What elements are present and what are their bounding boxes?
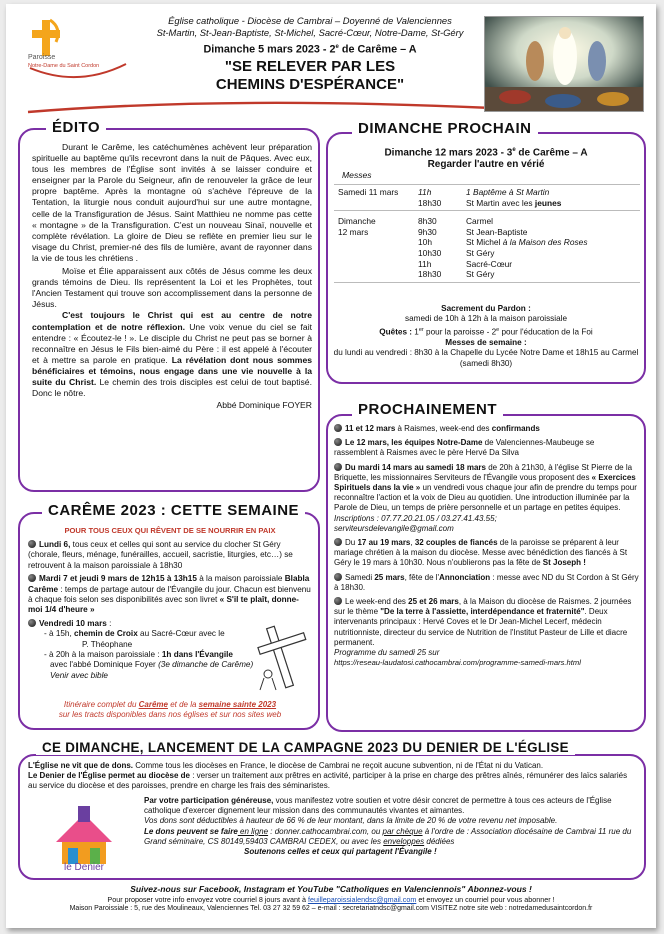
parish-logo xyxy=(28,18,128,84)
quetes-t1: 1 xyxy=(412,327,419,337)
denier-text-right xyxy=(144,796,638,857)
footer-line3: Maison Paroissiale : 5, rue des Moulineaux, Valenciennes Tel. 03 27 32 59 62 – e-mail : secretariatndsc@gmail.com VISITEZ notre site web : notredamedusaintcordon.fr xyxy=(69,905,593,912)
careme-item3-l2: P. Théophane xyxy=(82,639,133,649)
denier-l2: Le Denier de l'Église permet au diocèse de : verser un traitement aux prêtres en activité, participer à la prise en charge des prêtres aînés, rémunérer des laïcs salariés au service du diocèse et des paroisses, prendre en charge les frais des séminaristes. xyxy=(28,771,628,790)
messes-table xyxy=(334,184,640,283)
transfiguration-painting-icon xyxy=(485,17,644,112)
place: St Géry xyxy=(466,247,495,258)
careme-item3: Vendredi 10 mars : xyxy=(28,619,312,629)
bullet-icon xyxy=(334,438,342,446)
bullet-icon xyxy=(334,573,342,581)
dimanche-heading xyxy=(332,144,640,171)
quetes-line xyxy=(332,325,640,338)
bullet-icon xyxy=(28,619,36,627)
quetes-sup1: er xyxy=(418,326,424,333)
proch-url[interactable]: https://reseau-laudatosi.cathocambrai.com/programme-samedi-mars.html xyxy=(334,658,581,668)
cross-illustration-icon xyxy=(254,622,310,692)
messes-day: Dimanche 12 mars xyxy=(334,211,414,283)
time: 9h30 xyxy=(418,226,437,237)
careme-item2: Mardi 7 et jeudi 9 mars de 12h15 à 13h15 à la maison paroissiale Blabla Carême : temps de partage autour de l'Évangile du jour. Chacun est bienvenu à chaque fois selon ses disponibilités avec son livret « S'il te plaît, donne-moi 1/4 d'heure » xyxy=(28,574,311,615)
header-date-text: Dimanche 5 mars 2023 - 2 xyxy=(203,43,336,56)
edito-p3-bold2: La révélation dont nous sommes bénéficiaires et témoins, nous engage dans une vie nouvelle à la suite du Christ. xyxy=(32,354,313,387)
header-block xyxy=(130,15,490,94)
denier-l1: L'Église ne vit que de dons. Comme tous les diocèses en France, le diocèse de Cambrai ne reçoit aucune subvention, ni de l'État ni du Vatican. xyxy=(28,761,544,770)
careme-item1: Lundi 6, tous ceux et celles qui sont au service du clocher St Géry (chorale, fleurs, ménage, funérailles, accueil, sacristie, liturgies, etc…) se retrouvent à la maison paroissiale à 18h30 xyxy=(28,540,293,570)
header-date-sup: e xyxy=(335,44,339,50)
cross-logo-icon xyxy=(28,18,128,84)
careme-item3-l4: avec l'abbé Dominique Foyer (3e dimanche de Carême) xyxy=(50,660,254,670)
messes-times xyxy=(414,185,462,211)
bulletin-page xyxy=(6,4,656,928)
pardon-title: Sacrement du Pardon : xyxy=(441,304,531,313)
header-line1: Église catholique - Diocèse de Cambrai – Doyenné de Valenciennes xyxy=(168,15,452,26)
header-line2: St-Martin, St-Jean-Baptiste, St-Michel, Sacré-Cœur, Notre-Dame, St-Géry xyxy=(156,27,464,38)
dimanche-heading1-text: Dimanche 12 mars 2023 - 3 xyxy=(384,147,513,159)
header-date-end: de Carême – A xyxy=(338,43,417,56)
denier-text-top xyxy=(28,761,638,791)
proch-item6: Le week-end des 25 et 26 mars, à la Maison du diocèse de Raismes. 2 journées sur le thème "De la terre à l'assiette, interdépendance et fraternité". Deux intervenants principaux : Hervé Coves et le Dr Jean-Michel Lecerf, médecin nutritionniste, directeur du service de Nutrition de l'Institut Pasteur de Lille et diacre permanent. xyxy=(334,597,632,647)
careme-item3-l1: - à 15h, chemin de Croix au Sacré-Cœur avec le xyxy=(44,629,225,639)
bullet-icon xyxy=(28,574,36,582)
edito-p3-end: Le chemin des trois disciples est celui de tout baptisé. Donc le nôtre. xyxy=(32,376,312,399)
prochainement-title: PROCHAINEMENT xyxy=(352,401,503,418)
proch-inscriptions: Inscriptions : 07.77.20.21.05 / 03.27.41.43.55; xyxy=(334,513,497,523)
bullet-icon xyxy=(334,538,342,546)
place: St Jean-Baptiste xyxy=(466,226,528,237)
messes-label: Messes xyxy=(342,170,372,180)
logo-line2: Notre-Dame du Saint Cordon xyxy=(28,63,100,69)
edito-title: ÉDITO xyxy=(46,119,106,136)
denier-logo xyxy=(32,802,136,876)
time: 10h30 xyxy=(418,247,442,258)
header-swoosh xyxy=(26,98,496,118)
denier-title: CE DIMANCHE, LANCEMENT DE LA CAMPAGNE 2023 DU DENIER DE L'ÉGLISE xyxy=(36,740,575,755)
header-title1: "SE RELEVER PAR LES xyxy=(224,57,396,75)
careme-footer: Itinéraire complet du Carême et de la semaine sainte 2023 sur les tracts disponibles dans nos églises et sur nos sites web xyxy=(58,700,282,719)
footer-line2: Pour proposer votre info envoyez votre courriel 8 jours avant à feuilleparoissialendsc@gmail.com et envoyez un courriel pour vous abonner ! xyxy=(107,895,555,904)
edito-text xyxy=(32,142,312,411)
proch-item2: Le 12 mars, les équipes Notre-Dame de Valenciennes-Maubeuge se rassemblent à Raismes avec le père Hervé Da Silva xyxy=(334,438,595,458)
place: St Michel à la Maison des Roses xyxy=(466,237,588,248)
footer xyxy=(14,884,648,913)
prochainement-list xyxy=(334,424,640,668)
careme-subtitle: POUR TOUS CEUX QUI RÊVENT DE SE NOURRIR EN PAIX xyxy=(64,526,276,535)
edito-p3 xyxy=(32,310,312,399)
quetes-sup2: e xyxy=(496,326,500,333)
dimanche-heading2: Regarder l'autre en vérié xyxy=(427,159,545,171)
header-date xyxy=(130,40,490,57)
header-title2: CHEMINS D'ESPÉRANCE" xyxy=(215,75,405,93)
dimanche-heading1 xyxy=(332,144,640,159)
messes-row-dimanche xyxy=(334,211,640,283)
edito-p2: Moïse et Élie apparaissent aux côtés de Jésus comme les deux grands témoins de Dieu. Ils représentent la Loi et les Prophètes, tout l'Ancien Testament qui trouve son accomplissement dans la personne de Jésus. xyxy=(32,266,312,310)
proch-item4: Du 17 au 19 mars, 32 couples de fiancés de la paroisse se préparent à leur mariage chrétien à la maison du diocèse. Messe avec bénédiction des fiancés à St Géry le 19 mars à 10h30. Nous n'oublierons pas la fête de St Joseph ! xyxy=(334,538,628,568)
pardon-block xyxy=(332,304,640,369)
messes-row-samedi xyxy=(334,185,640,211)
bullet-icon xyxy=(334,463,342,471)
denier-logo-label: le Denier xyxy=(63,862,105,873)
bullet-icon xyxy=(334,424,342,432)
proch-item5: Samedi 25 mars, fête de l'Annonciation : messe avec ND du St Cordon à St Géry à 18h30. xyxy=(334,572,639,592)
careme-item3-l3: - à 20h à la maison paroissiale : 1h dans l'Évangile xyxy=(44,650,233,660)
edito-p1: Durant le Carême, les catéchumènes achèvent leur préparation spirituelle au baptême qu'ils recevront dans la nuit de Pâques. Avec eux, tous les membres de l'Église sont invités à se laisser conduire et enseigner par la Parole du Seigneur, afin de renouveler la grâce de leur propre baptême. Après la montagne où s'achève l'épreuve de la Tentation, la liturgie nous conduit aujourd'hui sur une autre montagne, celle de la Transfiguration de Jésus. Saint Matthieu ne nomme pas cette « montagne » de la Transfiguration. C'est un nouveau Sinaï, nouvelle et complète révélation. La gloire de Dieu se reflète en premier lieu sur le visage du Christ, premier-né des fils de lumière, avant de rayonner dans la vie de tous les chrétiens . xyxy=(32,142,312,263)
dimanche-heading1-end: de Carême – A xyxy=(515,147,588,159)
time: 11h xyxy=(418,258,432,269)
messes-times xyxy=(414,211,462,283)
proch-programme: Programme du samedi 25 sur xyxy=(334,648,440,658)
denier-l4: Vos dons sont déductibles à hauteur de 66 % de leur montant, dans la limite de 20 % de votre revenu net imposable. xyxy=(144,816,558,826)
footer-line1: Suivez-nous sur Facebook, Instagram et YouTube "Catholiques en Valenciennois" Abonnez-vous ! xyxy=(130,884,532,894)
careme-item3-l5: Venir avec bible xyxy=(50,670,108,680)
logo-line1: Paroisse xyxy=(28,54,56,61)
messes-places xyxy=(462,185,640,211)
proch-item1: 11 et 12 mars à Raismes, week-end des confirmands xyxy=(334,424,640,434)
place: Sacré-Cœur xyxy=(466,258,513,269)
dimanche-title: DIMANCHE PROCHAIN xyxy=(352,120,538,137)
place: 1 Baptême à St Martin xyxy=(466,187,550,197)
place: St Martin avec les jeunes xyxy=(466,197,562,208)
denier-l3: Par votre participation généreuse, vous manifestez votre soutien et votre désir concret de permettre à tous ces acteurs de l'Église catholique d'exercer dignement leur mission dans des communautés vivantes et aimantes. xyxy=(144,796,612,816)
bullet-icon xyxy=(28,540,36,548)
edito-signature: Abbé Dominique FOYER xyxy=(216,400,312,411)
denier-l5: Le dons peuvent se faire en ligne : donner.cathocambrai.com, ou par chèque à l'ordre de : Association diocésaine de Cambrai 11 rue du Grand séminaire, CS 80149,59403 CAMBRAI CEDEX, ou avec les enveloppes dédiées xyxy=(144,826,632,846)
dimanche-heading1-sup: e xyxy=(512,147,516,153)
denier-l6: Soutenons celles et ceux qui partagent l'Évangile ! xyxy=(244,847,437,857)
messes-day: Samedi 11 mars xyxy=(334,185,414,211)
bullet-icon xyxy=(334,597,342,605)
quetes-t2: pour la paroisse - 2 xyxy=(423,327,497,337)
semaine-title: Messes de semaine : xyxy=(445,337,527,347)
proch-mail[interactable]: serviteursdelevangile@gmail.com xyxy=(334,523,454,533)
proch-item3: Du mardi 14 mars au samedi 18 mars de 20h à 21h30, à l'église St Pierre de la Briquette, les missionnaires Serviteurs de l'Évangile vous proposent des « Exercices Spirituels dans la vie » un vendredi vous chaque jour afin de prendre du temps pour reconnaître l'action et la voix de Dieu au quotidien. Une introduction illuminée par la Parole de Dieu, un temps de prière personnelle et un partage en petites équipes. xyxy=(334,462,637,513)
quetes-label: Quêtes : xyxy=(379,327,413,337)
messes-places xyxy=(462,211,640,283)
place: Carmel xyxy=(466,216,493,227)
time: 11h xyxy=(418,187,432,197)
time: 18h30 xyxy=(418,269,442,280)
footer-email-link[interactable]: feuilleparoissialendsc@gmail.com xyxy=(307,895,417,904)
semaine-text: du lundi au vendredi : 8h30 à la Chapelle du Lycée Notre Dame et 18h15 au Carmel (samedi 8h30) xyxy=(333,348,639,368)
place: St Géry xyxy=(466,269,495,280)
careme-title: CARÊME 2023 : CETTE SEMAINE xyxy=(42,502,305,519)
quetes-t3: pour l'éducation de la Foi xyxy=(499,327,593,337)
edito-p3-rest: Une voix venue du ciel se fait entendre : « Écoutez-le ! ». Le disciple du Christ ne peut pas se borner à reconnaître en Jésus le Fils bien-aimé du Père : il est appelé à l'écouter et à mettre sa parole en pratique. xyxy=(32,321,313,365)
pardon-text: samedi de 10h à 12h à la maison paroissiale xyxy=(404,314,568,324)
time: 8h30 xyxy=(418,216,437,227)
edito-p3-bold: C'est toujours le Christ qui est au centre de notre contemplation et de notre réflexion. xyxy=(32,310,312,332)
time: 10h xyxy=(418,237,432,248)
transfiguration-image xyxy=(484,16,644,112)
time: 18h30 xyxy=(418,197,442,208)
